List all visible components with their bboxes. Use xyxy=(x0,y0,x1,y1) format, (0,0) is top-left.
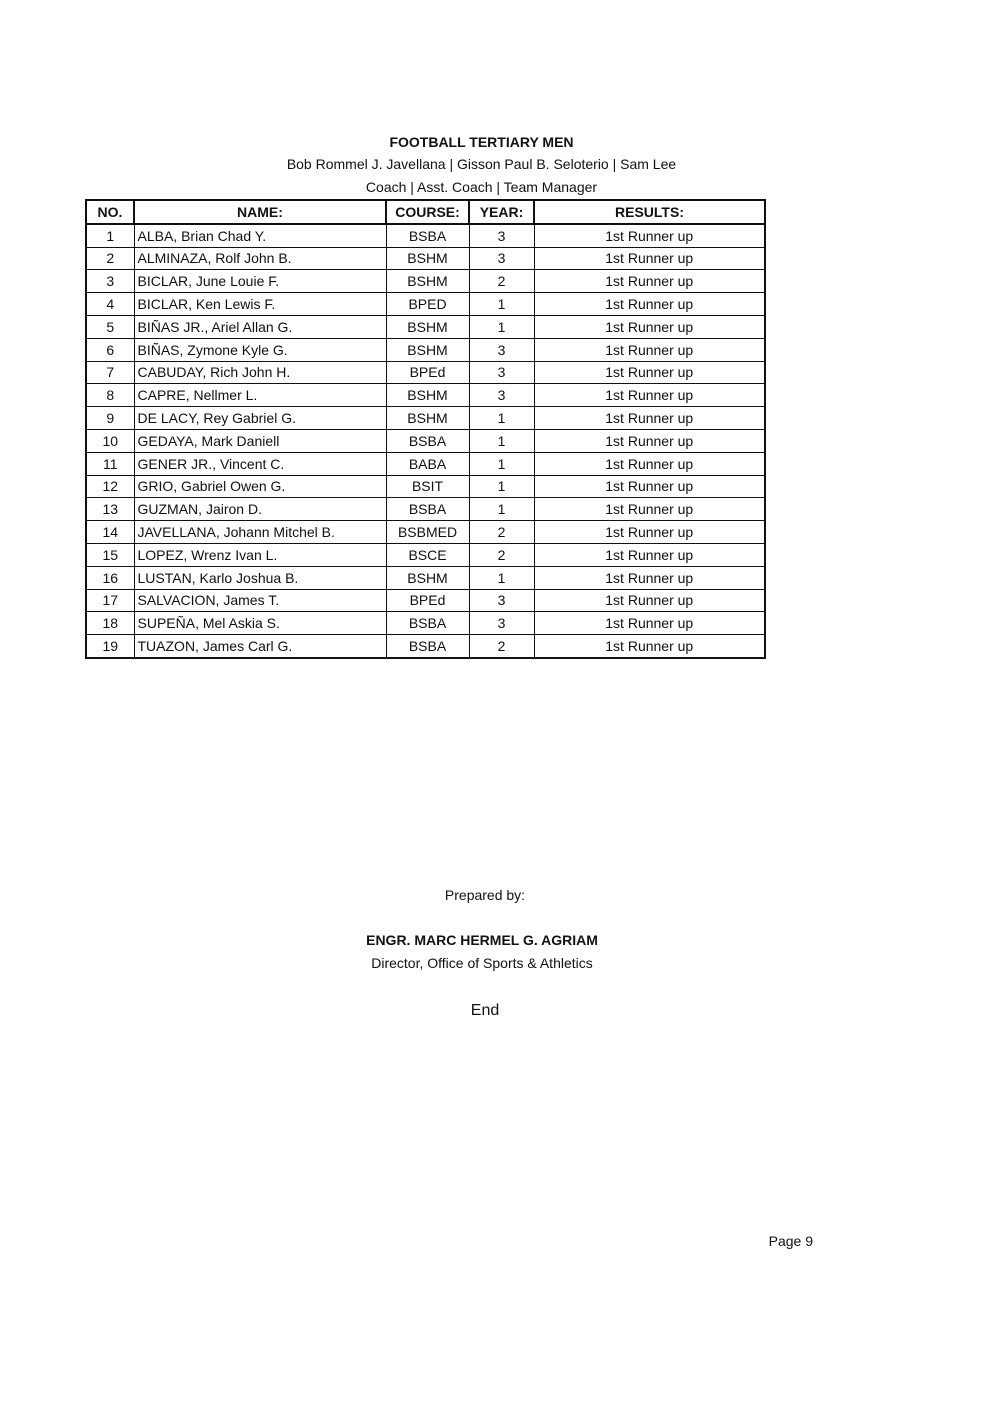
cell-result: 1st Runner up xyxy=(534,543,765,566)
cell-result: 1st Runner up xyxy=(534,521,765,544)
column-header-name: NAME: xyxy=(134,200,386,224)
cell-result: 1st Runner up xyxy=(534,566,765,589)
cell-no: 3 xyxy=(86,270,134,293)
table-row xyxy=(86,452,765,475)
cell-name: CABUDAY, Rich John H. xyxy=(134,361,386,384)
cell-no: 19 xyxy=(86,635,134,658)
table-row xyxy=(86,338,765,361)
cell-name: CAPRE, Nellmer L. xyxy=(134,384,386,407)
table-row xyxy=(86,498,765,521)
page-number: Page 9 xyxy=(768,1233,813,1249)
cell-no: 10 xyxy=(86,429,134,452)
table-header-row xyxy=(86,200,765,224)
cell-name: BIÑAS JR., Ariel Allan G. xyxy=(134,315,386,338)
cell-year: 1 xyxy=(469,293,534,316)
cell-result: 1st Runner up xyxy=(534,270,765,293)
cell-result: 1st Runner up xyxy=(534,247,765,270)
cell-name: ALBA, Brian Chad Y. xyxy=(134,224,386,247)
cell-result: 1st Runner up xyxy=(534,315,765,338)
cell-name: GENER JR., Vincent C. xyxy=(134,452,386,475)
table-row xyxy=(86,247,765,270)
table-row xyxy=(86,635,765,658)
cell-no: 12 xyxy=(86,475,134,498)
cell-result: 1st Runner up xyxy=(534,338,765,361)
table-row xyxy=(86,429,765,452)
cell-course: BSBMED xyxy=(386,521,469,544)
column-header-year: YEAR: xyxy=(469,200,534,224)
document-title: FOOTBALL TERTIARY MEN xyxy=(389,134,574,150)
cell-result: 1st Runner up xyxy=(534,635,765,658)
cell-year: 2 xyxy=(469,521,534,544)
cell-year: 1 xyxy=(469,315,534,338)
cell-result: 1st Runner up xyxy=(534,224,765,247)
cell-no: 7 xyxy=(86,361,134,384)
cell-no: 1 xyxy=(86,224,134,247)
staff-names: Bob Rommel J. Javellana | Gisson Paul B. Seloterio | Sam Lee xyxy=(286,156,677,172)
cell-no: 17 xyxy=(86,589,134,612)
cell-course: BPEd xyxy=(386,361,469,384)
cell-year: 3 xyxy=(469,612,534,635)
table-row xyxy=(86,270,765,293)
cell-name: JAVELLANA, Johann Mitchel B. xyxy=(134,521,386,544)
cell-year: 1 xyxy=(469,452,534,475)
signer-name: ENGR. MARC HERMEL G. AGRIAM xyxy=(366,932,598,948)
cell-year: 3 xyxy=(469,338,534,361)
cell-no: 2 xyxy=(86,247,134,270)
cell-no: 15 xyxy=(86,543,134,566)
cell-result: 1st Runner up xyxy=(534,452,765,475)
cell-no: 8 xyxy=(86,384,134,407)
cell-year: 1 xyxy=(469,407,534,430)
cell-course: BPEd xyxy=(386,589,469,612)
cell-course: BPED xyxy=(386,293,469,316)
cell-course: BABA xyxy=(386,452,469,475)
cell-course: BSBA xyxy=(386,498,469,521)
cell-no: 5 xyxy=(86,315,134,338)
cell-name: DE LACY, Rey Gabriel G. xyxy=(134,407,386,430)
cell-course: BSHM xyxy=(386,566,469,589)
cell-course: BSHM xyxy=(386,407,469,430)
table-row xyxy=(86,384,765,407)
prepared-by-label: Prepared by: xyxy=(444,887,526,903)
cell-year: 1 xyxy=(469,429,534,452)
roster-body xyxy=(86,224,765,658)
cell-course: BSHM xyxy=(386,247,469,270)
cell-year: 2 xyxy=(469,270,534,293)
table-row xyxy=(86,315,765,338)
cell-name: LUSTAN, Karlo Joshua B. xyxy=(134,566,386,589)
cell-no: 13 xyxy=(86,498,134,521)
cell-name: ALMINAZA, Rolf John B. xyxy=(134,247,386,270)
cell-name: TUAZON, James Carl G. xyxy=(134,635,386,658)
cell-course: BSBA xyxy=(386,429,469,452)
column-header-no: NO. xyxy=(86,200,134,224)
cell-result: 1st Runner up xyxy=(534,475,765,498)
table-row xyxy=(86,612,765,635)
table-row xyxy=(86,361,765,384)
cell-no: 16 xyxy=(86,566,134,589)
cell-year: 2 xyxy=(469,543,534,566)
cell-name: GUZMAN, Jairon D. xyxy=(134,498,386,521)
cell-no: 6 xyxy=(86,338,134,361)
cell-result: 1st Runner up xyxy=(534,407,765,430)
cell-result: 1st Runner up xyxy=(534,384,765,407)
cell-result: 1st Runner up xyxy=(534,429,765,452)
table-row xyxy=(86,224,765,247)
table-row xyxy=(86,293,765,316)
table-row xyxy=(86,589,765,612)
cell-year: 1 xyxy=(469,498,534,521)
cell-name: SUPEÑA, Mel Askia S. xyxy=(134,612,386,635)
cell-course: BSHM xyxy=(386,315,469,338)
cell-no: 11 xyxy=(86,452,134,475)
cell-year: 3 xyxy=(469,247,534,270)
cell-result: 1st Runner up xyxy=(534,361,765,384)
cell-name: GEDAYA, Mark Daniell xyxy=(134,429,386,452)
cell-name: LOPEZ, Wrenz Ivan L. xyxy=(134,543,386,566)
cell-course: BSBA xyxy=(386,612,469,635)
staff-roles: Coach | Asst. Coach | Team Manager xyxy=(365,179,598,195)
cell-course: BSHM xyxy=(386,338,469,361)
end-marker: End xyxy=(470,1002,500,1019)
cell-name: BICLAR, Ken Lewis F. xyxy=(134,293,386,316)
cell-no: 14 xyxy=(86,521,134,544)
cell-course: BSHM xyxy=(386,270,469,293)
cell-year: 1 xyxy=(469,475,534,498)
cell-year: 3 xyxy=(469,384,534,407)
cell-year: 2 xyxy=(469,635,534,658)
cell-result: 1st Runner up xyxy=(534,293,765,316)
cell-name: BICLAR, June Louie F. xyxy=(134,270,386,293)
cell-result: 1st Runner up xyxy=(534,498,765,521)
cell-result: 1st Runner up xyxy=(534,612,765,635)
table-row xyxy=(86,521,765,544)
cell-course: BSBA xyxy=(386,635,469,658)
cell-course: BSHM xyxy=(386,384,469,407)
cell-year: 3 xyxy=(469,589,534,612)
cell-name: GRIO, Gabriel Owen G. xyxy=(134,475,386,498)
cell-year: 3 xyxy=(469,224,534,247)
table-row xyxy=(86,543,765,566)
cell-year: 1 xyxy=(469,566,534,589)
cell-year: 3 xyxy=(469,361,534,384)
table-row xyxy=(86,475,765,498)
table-row xyxy=(86,566,765,589)
cell-no: 9 xyxy=(86,407,134,430)
column-header-course: COURSE: xyxy=(386,200,469,224)
column-header-results: RESULTS: xyxy=(534,200,765,224)
cell-course: BSCE xyxy=(386,543,469,566)
cell-name: BIÑAS, Zymone Kyle G. xyxy=(134,338,386,361)
cell-course: BSBA xyxy=(386,224,469,247)
signer-title: Director, Office of Sports & Athletics xyxy=(371,955,593,971)
cell-course: BSIT xyxy=(386,475,469,498)
cell-result: 1st Runner up xyxy=(534,589,765,612)
roster-table xyxy=(85,199,766,659)
table-row xyxy=(86,407,765,430)
cell-name: SALVACION, James T. xyxy=(134,589,386,612)
cell-no: 18 xyxy=(86,612,134,635)
cell-no: 4 xyxy=(86,293,134,316)
